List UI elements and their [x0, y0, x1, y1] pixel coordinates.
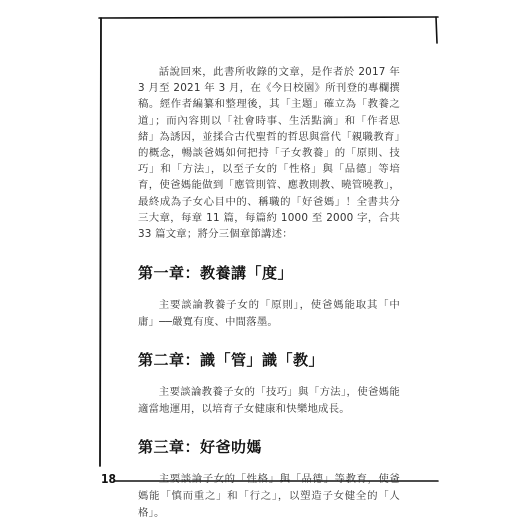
chapter-2 — [138, 349, 400, 418]
page-number: 18 — [101, 472, 117, 486]
intro-paragraph: 話說回來，此書所收錄的文章，是作者於 2017 年 3 月至 2021 年 3 月，在《今日校園》所刊登的專欄撰稿。經作者編纂和整理後，其「主題」確立為「教養之道」；而內容則以「社會時事、生活點滴」和「作者思緒」為誘因，並揉合古代聖哲的哲思與當代「親職教育」的概念，暢談爸媽如何把持「子女教養」的「原則、技巧」和「方法」，以至子女的「性格」與「品德」等培育，使爸媽能做到「應管則管、應教則教、曉管曉教」，最終成為子女心目中的、稱職的「好爸媽」！全書共分三大章，每章 11 篇，每篇約 1000 至 2000 字，合共 33 篇文章；將分三個章節講述： — [138, 66, 400, 241]
chapter-1-description: 主要談論教養子女的「原則」，使爸媽能取其「中庸」──嚴寬有度、中間落墨。 — [138, 299, 400, 329]
chapter-3-description: 主要談論子女的「性格」與「品德」等教育，使爸媽能「慎而重之」和「行之」，以塑造子女健全的「人格」。 — [138, 473, 400, 520]
chapter-3-title: 第三章：好爸叻媽 — [138, 438, 263, 457]
page-content — [138, 64, 400, 522]
chapter-1 — [138, 262, 400, 331]
chapter-1-title: 第一章：教養講「度」 — [138, 264, 294, 283]
chapter-2-description: 主要談論教養子女的「技巧」與「方法」，使爸媽能適當地運用，以培育子女健康和快樂地成長。 — [138, 386, 400, 416]
chapter-3 — [138, 436, 400, 522]
chapter-2-title: 第二章：識「管」識「教」 — [138, 351, 325, 370]
